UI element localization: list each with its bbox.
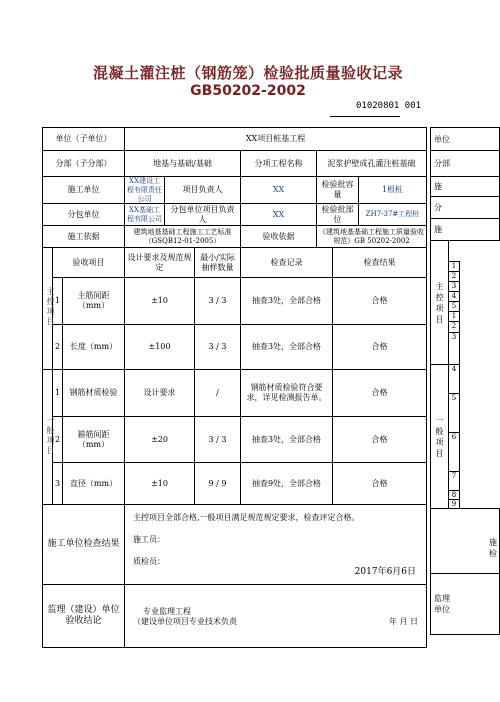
form-number: 01020801 001 bbox=[356, 101, 422, 111]
location-label: 检验批部位 bbox=[317, 204, 359, 226]
col-design-header: 设计要求及规范规定 bbox=[125, 248, 195, 278]
adjacent-text: 目 bbox=[435, 448, 444, 458]
row-item: 直径（mm） bbox=[63, 463, 125, 505]
pm-label: 项目负责人 bbox=[165, 177, 241, 204]
col-result-header: 检查结果 bbox=[333, 248, 427, 278]
row-sample: 3 / 3 bbox=[195, 417, 241, 463]
supervision-note: （建设单位项目专业技术负责 bbox=[133, 617, 238, 627]
adjacent-text: 施 bbox=[434, 182, 442, 191]
row-sample: 9 / 9 bbox=[195, 463, 241, 505]
adjacent-num: 1 bbox=[448, 261, 460, 272]
adjacent-text: 控 bbox=[435, 292, 444, 302]
adjacent-text: 单位 bbox=[434, 605, 450, 614]
row-result: 合格 bbox=[333, 370, 427, 417]
adjacent-num: 5 bbox=[448, 301, 460, 312]
adjacent-text: 目 bbox=[435, 314, 444, 324]
adjacent-text: 分部 bbox=[434, 159, 450, 168]
row-item: 长度（mm） bbox=[63, 325, 125, 370]
adjacent-text: 施 bbox=[434, 225, 442, 234]
adjacent-text: 项 bbox=[435, 303, 444, 313]
adjacent-num: 4 bbox=[448, 291, 460, 302]
adjacent-num: 4 bbox=[448, 364, 460, 394]
adjacent-num: 7 bbox=[448, 471, 460, 491]
row-result: 合格 bbox=[333, 278, 427, 325]
subdivision-value: 地基与基础/基础 bbox=[125, 151, 241, 177]
row-item: 钢筋材质检验 bbox=[63, 370, 125, 417]
row-sample: 3 / 3 bbox=[195, 325, 241, 370]
adjacent-num: 2 bbox=[448, 321, 460, 333]
table-row bbox=[43, 278, 427, 325]
col-item-header: 验收项目 bbox=[53, 248, 125, 278]
general-item-label: 一般项目 bbox=[43, 370, 53, 505]
builder-value: XX建设工程有限责任公司 bbox=[125, 177, 165, 204]
construction-label: 施工单位检查结果 bbox=[43, 505, 125, 585]
capacity-value: 1根桩 bbox=[359, 177, 427, 204]
adjacent-num: 8 bbox=[448, 490, 460, 500]
inspection-table bbox=[42, 127, 427, 648]
row-design: ±10 bbox=[125, 463, 195, 505]
adjacent-num: 2 bbox=[448, 271, 460, 282]
adjacent-num: 3 bbox=[448, 332, 460, 365]
construction-date: 2017年6月6日 bbox=[354, 567, 417, 578]
adjacent-num: 1 bbox=[448, 311, 460, 322]
col-record-header: 检查记录 bbox=[241, 248, 333, 278]
item-name-value: 泥浆护壁成孔灌注桩基础 bbox=[317, 151, 427, 177]
table-row bbox=[43, 417, 427, 463]
adjacent-num: 9 bbox=[448, 499, 460, 509]
row-record: 抽查3处，全部合格 bbox=[241, 278, 333, 325]
subcontract-value: XX基础工程有限公司 bbox=[125, 204, 165, 226]
row-number: 1 bbox=[53, 370, 63, 417]
row-record: 抽查3处，全部合格 bbox=[241, 417, 333, 463]
adjacent-num: 5 bbox=[448, 393, 460, 433]
row-sample: / bbox=[195, 370, 241, 417]
row-sample: 3 / 3 bbox=[195, 278, 241, 325]
row-design: ±20 bbox=[125, 417, 195, 463]
row-result: 合格 bbox=[333, 417, 427, 463]
row-record: 抽查9处，全部合格 bbox=[241, 463, 333, 505]
basis-value: 建筑地基基础工程施工工艺标准 （GSQB12-01-2005） bbox=[125, 226, 241, 248]
form-number-underline bbox=[330, 116, 400, 117]
adjacent-text: 主 bbox=[435, 281, 444, 291]
construction-result bbox=[125, 505, 427, 585]
construction-statement: 主控项目全部合格,一般项目满足规范规定要求，检查评定合格。 bbox=[133, 513, 360, 523]
adjacent-text: 项 bbox=[435, 437, 444, 447]
table-row bbox=[43, 325, 427, 370]
row-item: 主筋间距（mm） bbox=[63, 278, 125, 325]
main-control-label: 主控项目 bbox=[43, 248, 53, 370]
accept-value: 《建筑地基基础工程施工质量验收规范》GB 50202-2002 bbox=[317, 226, 427, 248]
capacity-label: 检验批容量 bbox=[317, 177, 359, 204]
adjacent-text: 单位 bbox=[434, 134, 450, 144]
supervision-conclusion bbox=[125, 585, 427, 648]
row-result: 合格 bbox=[333, 325, 427, 370]
row-number: 1 bbox=[53, 278, 63, 325]
adjacent-sheet-crop bbox=[430, 127, 496, 635]
row-record: 抽查3处，全部合格 bbox=[241, 325, 333, 370]
row-number: 2 bbox=[53, 325, 63, 370]
adjacent-text: 分 bbox=[434, 203, 442, 212]
subcontract-label: 分包单位 bbox=[43, 204, 125, 226]
location-value: ZH7-37#工程桩 bbox=[359, 204, 427, 226]
sub-pm-value: XX bbox=[241, 204, 317, 226]
unit-label: 单位（子单位） bbox=[43, 128, 125, 151]
accept-label: 验收依据 bbox=[241, 226, 317, 248]
record-title: 混凝土灌注桩（钢筋笼）检验批质量验收记录 bbox=[92, 64, 403, 82]
table-row bbox=[43, 370, 427, 417]
standard-code: GB50202-2002 bbox=[190, 83, 306, 99]
unit-value: XX项目桩基工程 bbox=[125, 128, 427, 151]
row-design: 设计要求 bbox=[125, 370, 195, 417]
row-design: ±10 bbox=[125, 278, 195, 325]
adjacent-text: 一 bbox=[435, 415, 444, 425]
item-name-label: 分项工程名称 bbox=[241, 151, 317, 177]
sub-pm-label: 分包单位项目负责人 bbox=[165, 204, 241, 226]
construction-checker: 质检员： bbox=[133, 557, 166, 567]
row-result: 合格 bbox=[333, 463, 427, 505]
pm-value: XX bbox=[241, 177, 317, 204]
row-design: ±100 bbox=[125, 325, 195, 370]
adjacent-text: 般 bbox=[435, 426, 444, 436]
adjacent-text: 检 bbox=[489, 549, 497, 558]
table-row bbox=[43, 463, 427, 505]
row-record: 钢筋材质检验符合要求，详见检测报告单。 bbox=[241, 370, 333, 417]
supervision-engineer: 专业监理工程 bbox=[143, 607, 192, 617]
supervision-date: 年 月 日 bbox=[388, 617, 419, 627]
row-number: 2 bbox=[53, 417, 63, 463]
supervision-label: 监理（建设）单位验收结论 bbox=[43, 585, 125, 648]
row-item: 箍筋间距（mm） bbox=[63, 417, 125, 463]
builder-label: 施工单位 bbox=[43, 177, 125, 204]
basis-label: 施工依据 bbox=[43, 226, 125, 248]
row-number: 3 bbox=[53, 463, 63, 505]
col-sample-header: 最小/实际抽样数量 bbox=[195, 248, 241, 278]
adjacent-text: 监理 bbox=[434, 594, 450, 603]
subdivision-label: 分部（子分部） bbox=[43, 151, 125, 177]
adjacent-num: 3 bbox=[448, 281, 460, 292]
adjacent-text: 施 bbox=[489, 538, 497, 547]
construction-worker: 施工员： bbox=[133, 535, 166, 545]
adjacent-num: 6 bbox=[448, 432, 460, 472]
